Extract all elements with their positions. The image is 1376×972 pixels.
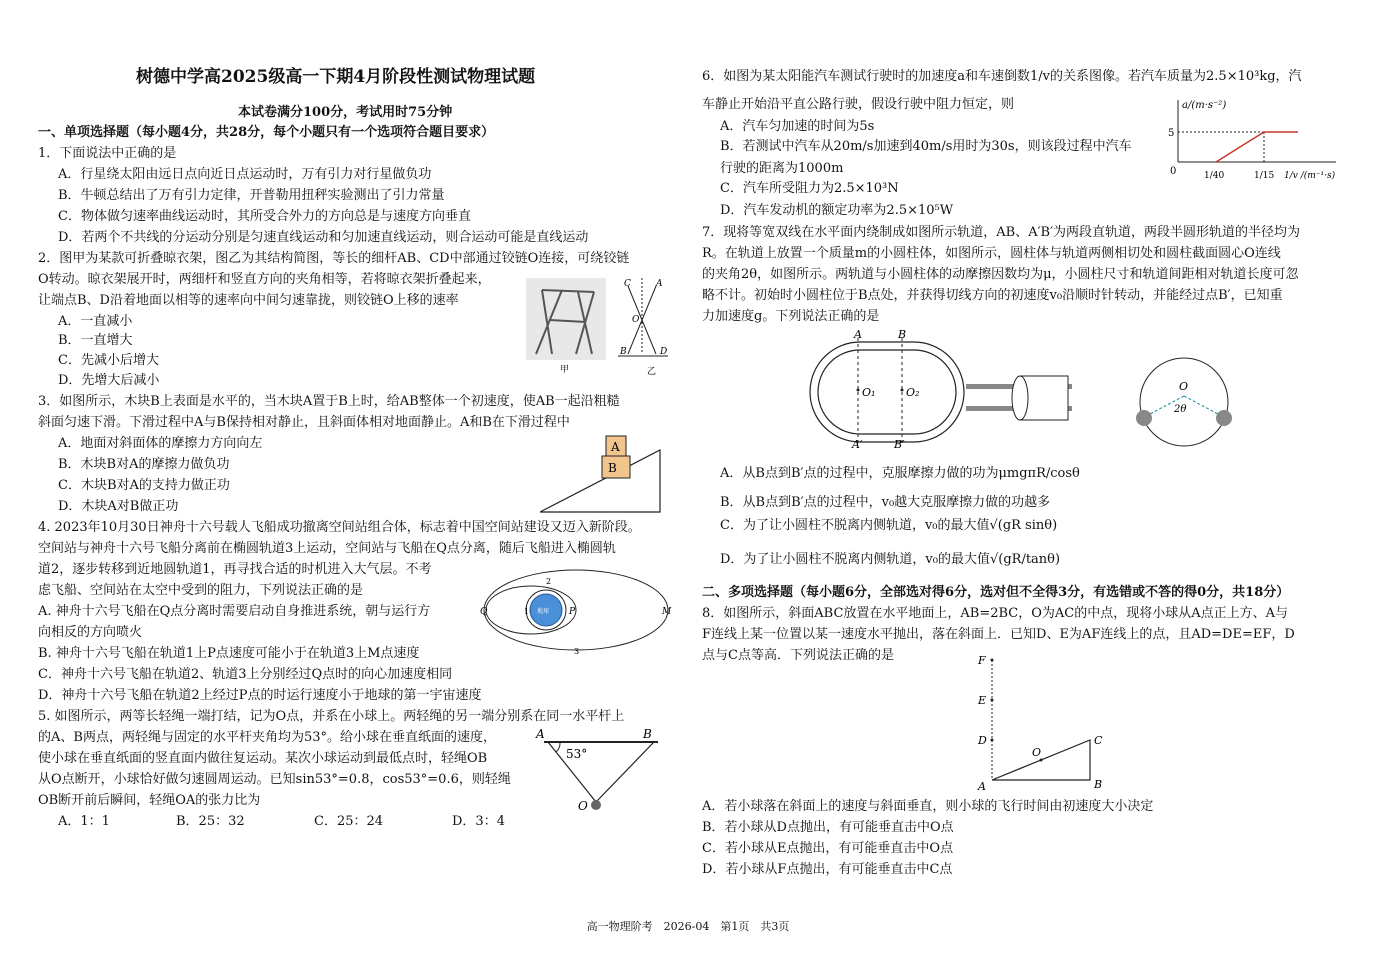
q5-stem-5: OB断开前后瞬间，轻绳OA的张力比为 bbox=[38, 793, 261, 808]
label-o: O bbox=[632, 315, 640, 325]
label-a: A bbox=[656, 279, 663, 289]
tick-1-40: 1/40 bbox=[1204, 171, 1225, 181]
q5-stem-4: 从O点断开，小球恰好做匀速圆周运动。已知sin53°=0.8，cos53°=0.6，则轻绳 bbox=[38, 772, 511, 787]
q2-stem-1: 2．图甲为某款可折叠晾衣架，图乙为其结构简图，等长的细杆AB、CD中部通过铰链O连接，可绕铰链 bbox=[38, 251, 630, 266]
q5-stem-3: 使小球在垂直纸面的竖直面内做往复运动。某次小球运动到最低点时，轻绳OB bbox=[38, 751, 488, 766]
label-earth: 地球 bbox=[537, 608, 550, 615]
rail-left bbox=[1136, 410, 1152, 426]
label-o: O bbox=[1179, 380, 1189, 393]
label-o2: O₂ bbox=[906, 386, 920, 399]
q6-option-b-cont: 行驶的距离为1000m bbox=[720, 161, 844, 176]
q8-option-c: C．若小球从E点抛出，有可能垂直击中O点 bbox=[702, 841, 954, 856]
q7-stem-1: 7．现将等宽双线在水平面内绕制成如图所示轨道，AB、A′B′为两段直轨道，两段半圆形轨道的半径均为 bbox=[702, 225, 1301, 240]
label-c: C bbox=[624, 279, 631, 289]
label-orbit-2: 2 bbox=[546, 577, 552, 586]
tick-1-15: 1/15 bbox=[1254, 171, 1275, 181]
ball bbox=[591, 800, 601, 810]
q4-option-a-cont: 向相反的方向喷火 bbox=[38, 625, 143, 640]
inner-track bbox=[818, 350, 956, 434]
label-a: A bbox=[978, 780, 986, 792]
q4-option-b: B. 神舟十六号飞船在轨道1上P点速度可能小于在轨道3上M点速度 bbox=[38, 646, 420, 661]
q2-figure bbox=[522, 276, 672, 376]
q2-option-c: C．先减小后增大 bbox=[58, 353, 159, 368]
label-o: O bbox=[578, 799, 588, 813]
section-1-heading: 一、单项选择题（每小题4分，共28分，每个小题只有一个选项符合题目要求） bbox=[38, 125, 495, 140]
q3-option-d: D．木块A对B做正功 bbox=[58, 499, 179, 514]
section-2-heading: 二、多项选择题（每小题6分，全部选对得6分，选对但不全得3分，有选错或不答的得0分，共18分） bbox=[702, 585, 1290, 600]
q4-stem-4: 虑飞船、空间站在太空中受到的阻力，下列说法正确的是 bbox=[38, 583, 364, 598]
q7-option-d: D．为了让小圆柱不脱离内侧轨道，v₀的最大值√(gR/tanθ) bbox=[720, 552, 1061, 567]
q4-orbit-figure bbox=[476, 566, 674, 658]
tick-5: 5 bbox=[1168, 128, 1175, 139]
q6-option-a: A．汽车匀加速的时间为5s bbox=[720, 119, 875, 134]
q7-figure bbox=[806, 326, 1236, 454]
point-d bbox=[991, 739, 994, 742]
q4-option-a: A. 神舟十六号飞船在Q点分离时需要启动自身推进系统，朝与运行方 bbox=[38, 604, 431, 619]
point-e bbox=[991, 699, 994, 702]
page-footer: 高一物理阶考 2026-04 第1页 共3页 bbox=[586, 920, 790, 933]
q8-option-d: D．若小球从F点抛出，有可能垂直击中C点 bbox=[702, 862, 953, 877]
q5-stem-1: 5. 如图所示，两等长轻绳一端打结，记为O点，并系在小球上。两轻绳的另一端分别系在同一水平杆上 bbox=[38, 709, 625, 724]
cylinder-section bbox=[1140, 358, 1228, 446]
q7-stem-5: 力加速度g。下列说法正确的是 bbox=[702, 309, 880, 324]
label-b: B bbox=[1094, 778, 1103, 791]
q4-stem-2: 空间站与神舟十六号飞船分离前在椭圆轨道3上运动，空间站与飞船在Q点分离，随后飞船进入椭圆轨 bbox=[38, 541, 616, 556]
q6-option-b: B．若测试中汽车从20m/s加速到40m/s用时为30s，则该段过程中汽车 bbox=[720, 139, 1132, 154]
q4-option-d: D．神舟十六号飞船在轨道2上经过P点的时运行速度小于地球的第一宇宙速度 bbox=[38, 688, 482, 703]
q6-graph bbox=[1166, 94, 1346, 192]
page-title: 树德中学高2025级高一下期4月阶段性测试物理试题 bbox=[136, 67, 536, 87]
q8-figure bbox=[970, 652, 1110, 792]
angle-arc bbox=[556, 742, 560, 752]
q5-figure bbox=[530, 726, 670, 814]
label-block-b: B bbox=[608, 461, 617, 475]
q1-stem: 1．下面说法中正确的是 bbox=[38, 146, 177, 161]
q7-stem-3: 的夹角2θ，如图所示。两轨道与小圆柱体的动摩擦因数均为μ，小圆柱尺寸和轨道间距相对轨道长度可忽 bbox=[702, 267, 1299, 282]
label-e: E bbox=[978, 694, 987, 707]
q4-stem-3: 道2，逐步转移到近地圆轨道1，再寻找合适的时机进入大气层。不考 bbox=[38, 562, 432, 577]
x-axis-label: 1/v /(m⁻¹·s) bbox=[1284, 171, 1336, 181]
q7-stem-4: 略不计。初始时小圆柱位于B点处，并获得切线方向的初速度v₀沿顺时针转动，并能经过点B′，已知重 bbox=[702, 288, 1283, 303]
rail-right bbox=[1216, 410, 1232, 426]
label-jia: 甲 bbox=[560, 365, 570, 375]
q2-stem-3: 让端点B、D沿着地面以相等的速率向中间匀速靠拢，则铰链O上移的速率 bbox=[38, 293, 459, 308]
q2-stem-2: O转动。晾衣架展开时，两细杆和竖直方向的夹角相等，若将晾衣架折叠起来， bbox=[38, 272, 491, 287]
q3-option-b: B．木块B对A的摩擦力做负功 bbox=[58, 457, 230, 472]
label-b: B bbox=[620, 347, 627, 357]
q5-option-b: B．25：32 bbox=[176, 814, 245, 829]
q3-option-a: A．地面对斜面体的摩擦力方向向左 bbox=[58, 436, 263, 451]
cross-section bbox=[1136, 358, 1232, 446]
q7-option-a: A．从B点到B′点的过程中，克服摩擦力做的功为μmgπR/cosθ bbox=[720, 466, 1080, 481]
scissor-diagram bbox=[618, 278, 668, 356]
label-d: D bbox=[978, 734, 987, 747]
q8-option-a: A．若小球落在斜面上的速度与斜面垂直，则小球的飞行时间由初速度大小决定 bbox=[702, 799, 1154, 814]
q4-stem-1: 4. 2023年10月30日神舟十六号载人飞船成功撤离空间站组合体，标志着中国空间站建设又迈入新阶段。 bbox=[38, 520, 641, 535]
center-o1 bbox=[857, 389, 860, 392]
label-b: B bbox=[643, 727, 652, 741]
q7-stem-2: R。在轨道上放置一个质量m的小圆柱体，如图所示，圆柱体与轨道两侧相切处和圆柱截面圆心O连线 bbox=[702, 246, 1281, 261]
q6-option-d: D．汽车发动机的额定功率为2.5×10⁵W bbox=[720, 203, 954, 218]
cylinder-end bbox=[1012, 376, 1028, 420]
q3-stem-1: 3．如图所示，木块B上表面是水平的，当木块A置于B上时，给AB整体一个初速度，使AB一起沿粗糙 bbox=[38, 394, 620, 409]
track bbox=[810, 342, 964, 442]
rope-ob bbox=[596, 742, 654, 802]
q5-stem-2: 的A、B两点，两轻绳与固定的水平杆夹角均为53°。给小球在垂直纸面的速度， bbox=[38, 730, 496, 745]
q1-option-a: A．行星绕太阳由远日点向近日点运动时，万有引力对行星做负功 bbox=[58, 167, 432, 182]
q2-option-b: B．一直增大 bbox=[58, 333, 133, 348]
label-a: A bbox=[854, 328, 862, 341]
q1-option-b: B．牛顿总结出了万有引力定律，开普勒用扭秤实验测出了引力常量 bbox=[58, 188, 445, 203]
label-yi: 乙 bbox=[647, 367, 657, 376]
q8-option-b: B．若小球从D点抛出，有可能垂直击中O点 bbox=[702, 820, 954, 835]
label-q: Q bbox=[480, 607, 488, 617]
label-d: D bbox=[660, 347, 668, 357]
y-axis-label: a/(m·s⁻²) bbox=[1182, 100, 1227, 111]
origin: 0 bbox=[1170, 166, 1177, 177]
q3-option-c: C．木块B对A的支持力做正功 bbox=[58, 478, 230, 493]
q6-option-c: C．汽车所受阻力为2.5×10³N bbox=[720, 181, 899, 196]
label-a-prime: A′ bbox=[852, 438, 863, 451]
q8-stem-3: 点与C点等高．下列说法正确的是 bbox=[702, 648, 894, 663]
q6-stem-1: 6．如图为某太阳能汽车测试行驶时的加速度a和车速倒数1/v的关系图像。若汽车质量为2.5×10³kg，汽 bbox=[702, 69, 1302, 84]
label-c: C bbox=[1094, 734, 1103, 747]
label-f: F bbox=[978, 654, 986, 667]
radius-right bbox=[1184, 396, 1218, 414]
incline bbox=[540, 450, 660, 512]
label-b: B bbox=[898, 328, 907, 341]
graph-slope bbox=[1216, 132, 1264, 162]
label-m: M bbox=[662, 607, 672, 617]
label-o: O bbox=[1032, 746, 1042, 759]
cylinder-on-rails bbox=[966, 376, 1072, 420]
label-o1: O₁ bbox=[862, 386, 876, 399]
q8-stem-1: 8．如图所示，斜面ABC放置在水平地面上，AB=2BC，O为AC的中点，现将小球从A点正上方、A与 bbox=[702, 606, 1289, 621]
q6-stem-2: 车静止开始沿平直公路行驶，假设行驶中阻力恒定，则 bbox=[702, 97, 1015, 112]
q3-stem-2: 斜面匀速下滑。下滑过程中A与B保持相对静止，且斜面体相对地面静止。A和B在下滑过程中 bbox=[38, 415, 570, 430]
q1-option-d: D．若两个不共线的分运动分别是匀速直线运动和匀加速直线运动，则合运动可能是直线运动 bbox=[58, 230, 589, 245]
point-f bbox=[991, 659, 994, 662]
q3-figure bbox=[540, 432, 668, 514]
q1-option-c: C．物体做匀速率曲线运动时，其所受合外力的方向总是与速度方向垂直 bbox=[58, 209, 471, 224]
q2-option-a: A．一直减小 bbox=[58, 314, 133, 329]
center-o2 bbox=[901, 389, 904, 392]
q5-option-c: C．25：24 bbox=[314, 814, 384, 829]
q2-option-d: D．先增大后减小 bbox=[58, 373, 160, 388]
subtitle: 本试卷满分100分，考试用时75分钟 bbox=[238, 105, 453, 120]
label-2theta: 2θ bbox=[1174, 404, 1187, 415]
label-b-prime: B′ bbox=[894, 438, 905, 451]
label-orbit-3: 3 bbox=[574, 647, 580, 656]
label-angle: 53° bbox=[566, 747, 588, 761]
q5-option-d: D．3：4 bbox=[452, 814, 505, 829]
label-p: P bbox=[569, 607, 576, 617]
outer-track bbox=[810, 342, 964, 442]
q4-option-c: C．神舟十六号飞船在轨道2、轨道3上分别经过Q点时的向心加速度相同 bbox=[38, 667, 453, 682]
q7-option-b: B．从B点到B′点的过程中，v₀越大克服摩擦力做的功越多 bbox=[720, 495, 1051, 510]
label-orbit-1: 1 bbox=[524, 607, 530, 616]
q8-stem-2: F连线上某一位置以某一速度水平抛出，落在斜面上．已知D、E为AF连线上的点，且AD=DE=EF，D bbox=[702, 627, 1295, 642]
label-a: A bbox=[536, 727, 545, 741]
q5-option-a: A．1：1 bbox=[58, 814, 110, 829]
q7-option-c: C．为了让小圆柱不脱离内侧轨道，v₀的最大值√(gR sinθ) bbox=[720, 518, 1058, 533]
label-block-a: A bbox=[611, 440, 620, 454]
